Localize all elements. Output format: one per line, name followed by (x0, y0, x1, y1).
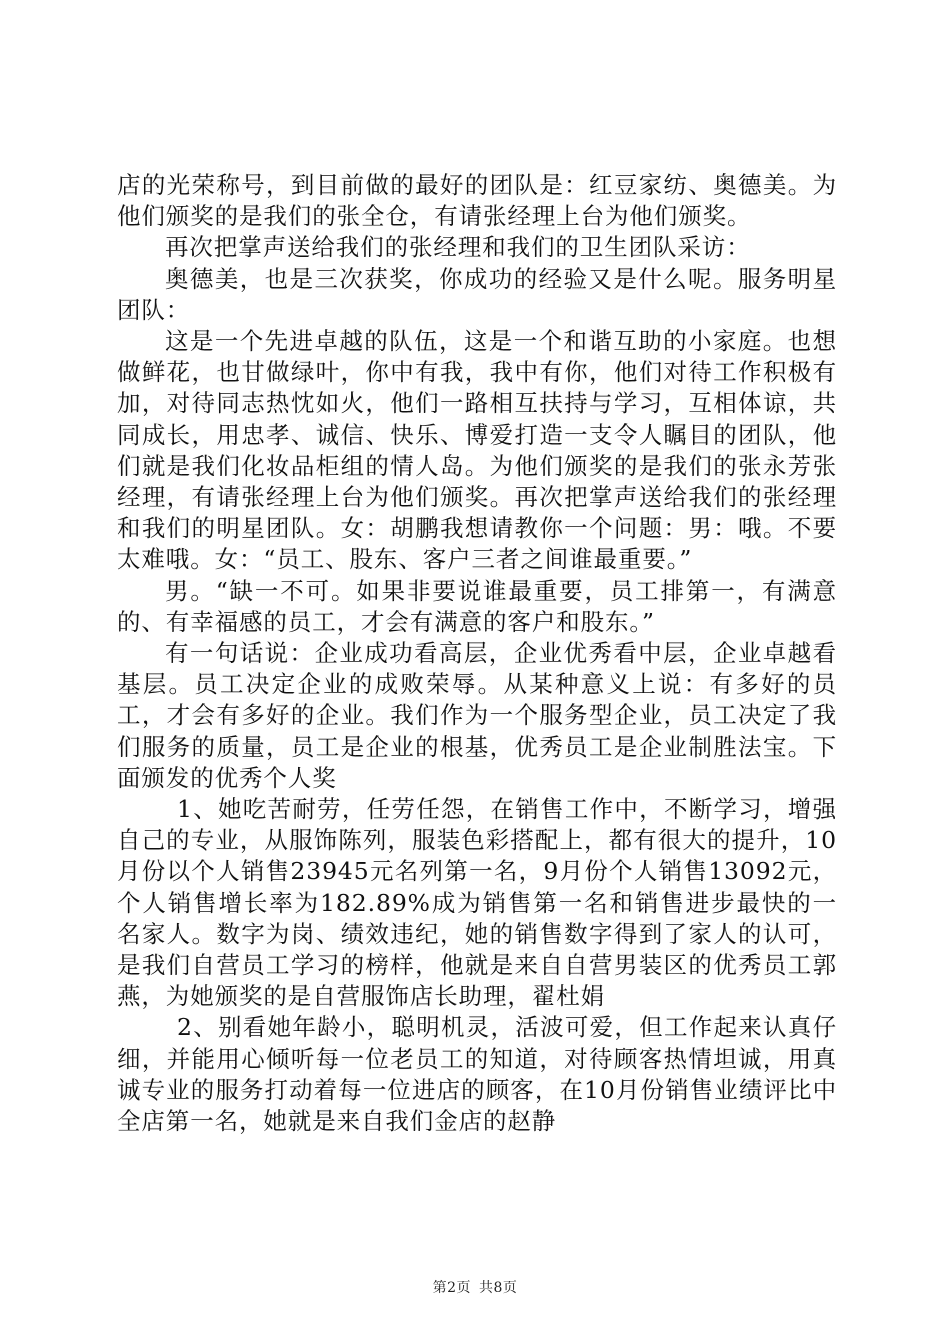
paragraph-7: 1、她吃苦耐劳，任劳任怨，在销售工作中，不断学习，增强自己的专业，从服饰陈列，服装色彩搭配上，都有很大的提升，10月份以个人销售23945元名列第一名，9月份个人销售13092元，个人销售增长率为182.89%成为销售第一名和销售进步最快的一名家人。数字为岗、绩效违纪，她的销售数字得到了家人的认可，是我们自营员工学习的榜样，他就是来自自营男装区的优秀员工郭燕，为她颁奖的是自营服饰店长助理，翟杜娟 (117, 795, 837, 1011)
paragraph-5: 男。“缺一不可。如果非要说谁最重要，员工排第一，有满意的、有幸福感的员工，才会有满意的客户和股东。” (117, 576, 837, 636)
paragraph-3: 奥德美，也是三次获奖，你成功的经验又是什么呢。服务明星团队： (117, 264, 837, 324)
paragraph-4: 这是一个先进卓越的队伍，这是一个和谐互助的小家庭。也想做鲜花，也甘做绿叶，你中有我，我中有你，他们对待工作积极有加，对待同志热忱如火，他们一路相互扶持与学习，互相体谅，共同成长，用忠孝、诚信、快乐、博爱打造一支令人瞩目的团队，他们就是我们化妆品柜组的情人岛。为他们颁奖的是我们的张永芳张经理，有请张经理上台为他们颁奖。再次把掌声送给我们的张经理和我们的明星团队。女：胡鹏我想请教你一个问题：男：哦。不要太难哦。女：“员工、股东、客户三者之间谁最重要。” (117, 327, 837, 574)
paragraph-6: 有一句话说：企业成功看高层，企业优秀看中层，企业卓越看基层。员工决定企业的成败荣辱。从某种意义上说：有多好的员工，才会有多好的企业。我们作为一个服务型企业，员工决定了我们服务的质量，员工是企业的根基，优秀员工是企业制胜法宝。下面颁发的优秀个人奖 (117, 639, 837, 792)
paragraph-8: 2、别看她年龄小，聪明机灵，活波可爱，但工作起来认真仔细，并能用心倾听每一位老员工的知道，对待顾客热情坦诚，用真诚专业的服务打动着每一位进店的顾客，在10月份销售业绩评比中全店第一名，她就是来自我们金店的赵静 (117, 1013, 837, 1136)
document-body (117, 170, 837, 1137)
paragraph-1: 店的光荣称号，到目前做的最好的团队是：红豆家纺、奥德美。为他们颁奖的是我们的张全仓，有请张经理上台为他们颁奖。 (117, 171, 837, 231)
page-number: 第2页 (432, 1280, 471, 1296)
paragraph-2: 再次把掌声送给我们的张经理和我们的卫生团队采访： (165, 233, 751, 262)
page-footer (0, 1277, 950, 1297)
page-total: 共8页 (479, 1280, 518, 1296)
